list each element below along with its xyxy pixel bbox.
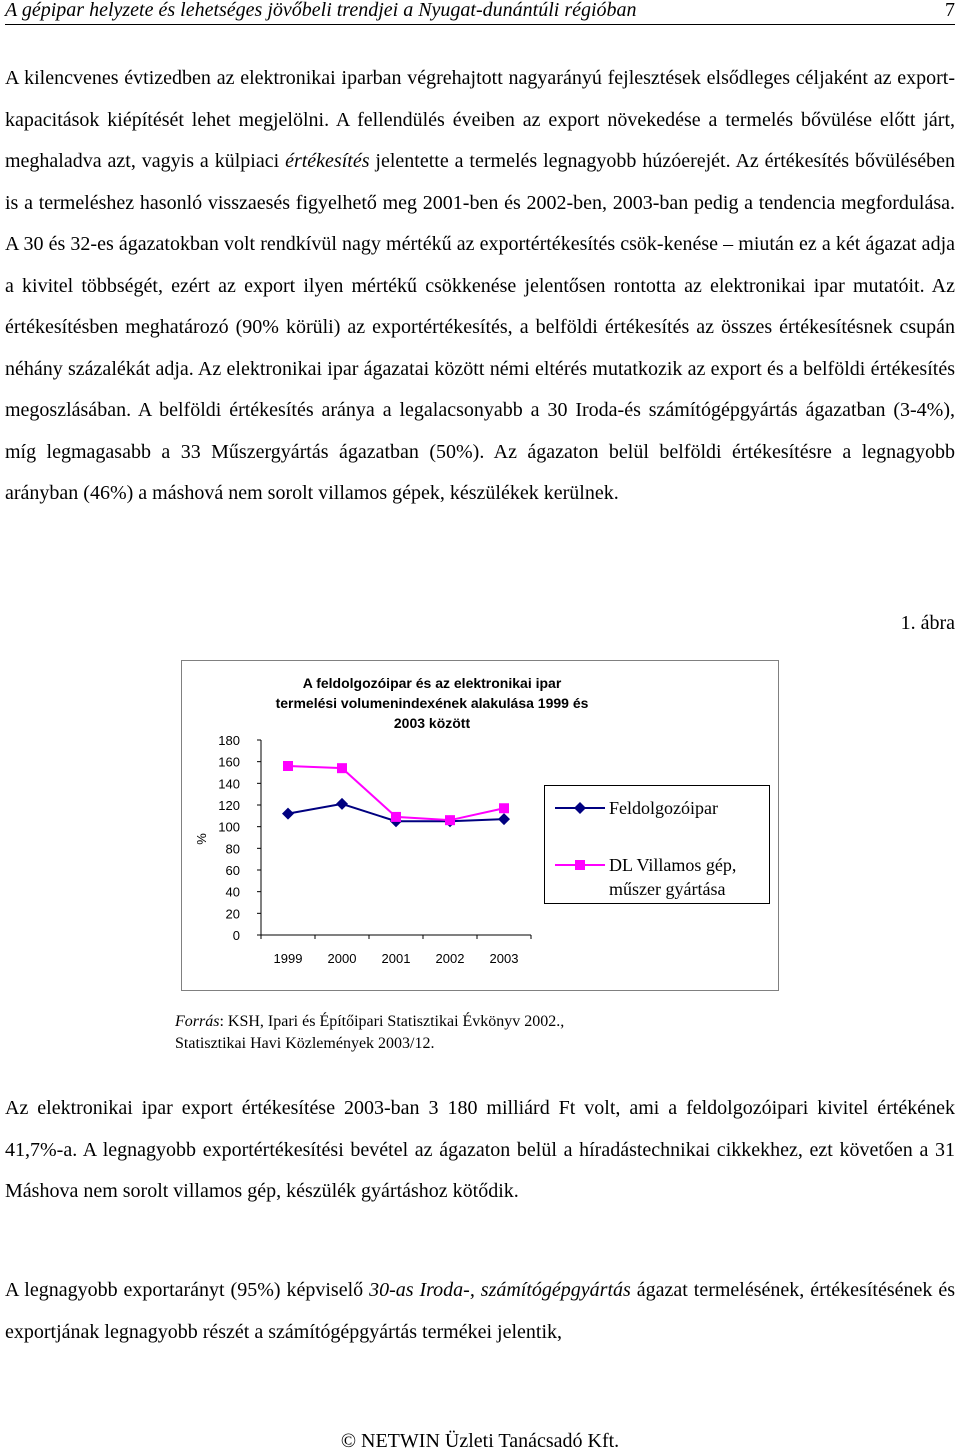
y-tick-label: 80: [225, 841, 240, 857]
y-tick-label: 140: [218, 776, 240, 792]
paragraph-1-text-a: A kilencvenes évtizedben az elektronikai iparban végrehajtott nagyarányú fejlesztések elsődleges céljaként az export-kapacitások kiépítését lehet megjelölni. A fellendülés éveiben az export növekedése a termelés bővülése előtt járt, meghaladva azt, vagyis a külpiaci: [5, 67, 955, 172]
paragraph-1-text-b: jelentette a termelés legnagyobb húzóerejét. Az értékesítés bővülésében is a termeléshez hasonló visszaesés figyelhető meg 2001-ben és 2002-ben, 2003-ban pedig a tendencia megfordulása. A 30 és 32-es ágazatokban volt rendkívül nagy mértékű az exportértékesítés csök-kenése – miután ez a két ágazat adja a kivitel többségét, ezért az export ilyen mértékű csökkenése jelentősen rontotta az elektronikai ipar mutatóit. Az értékesítésben meghatározó (90% körüli) az exportértékesítés, a belföldi értékesítés az összes értékesítésnek csupán néhány százalékát adja. Az elektronikai ipar ágazatai között némi eltérés mutatkozik az export és a belföldi értékesítés megoszlásában. A belföldi értékesítés aránya a legalacsonyabb a 30 Iroda-és számítógépgyártás ágazatban (3-4%), míg legmagasabb a 33 Műszergyártás ágazatban (50%). Az ágazaton belül belföldi értékesítésre a legnagyobb arányban (46%) a máshová nem sorolt villamos gépek, készülékek kerülnek.: [5, 150, 955, 504]
paragraph-1: [5, 58, 955, 515]
data-point-series-1: [336, 798, 348, 810]
y-tick-label: 60: [225, 863, 240, 878]
paragraph-3: [5, 1270, 955, 1353]
data-point-series-1: [282, 808, 294, 820]
source-line-1: [175, 1011, 564, 1033]
legend-marker-diamond-icon: [555, 798, 605, 818]
data-point-series-2: [499, 803, 509, 813]
data-point-series-1: [498, 813, 510, 825]
y-tick-label: 40: [225, 884, 240, 900]
figure-label: 1. ábra: [900, 612, 955, 634]
y-axis-title: %: [194, 833, 209, 845]
legend-marker-square-icon: [555, 855, 605, 875]
source-line-2: Statisztikai Havi Közlemények 2003/12.: [175, 1035, 435, 1052]
data-point-series-2: [337, 763, 347, 773]
chart-figure: [181, 660, 779, 991]
source-note: [175, 1011, 564, 1055]
x-tick-label: 2000: [327, 951, 357, 966]
source-label: Forrás: [175, 1013, 220, 1030]
data-point-series-2: [445, 815, 455, 825]
paragraph-2: Az elektronikai ipar export értékesítése 2003-ban 3 180 milliárd Ft volt, ami a feldolgozóipari kivitel értékének 41,7%-a. A legnagyobb exportértékesítési bevétel az ágazaton belül a híradástechnikai cikkekhez, ezt követően a 31 Máshova nem sorolt villamos gép, készülék gyártáshoz kötődik.: [5, 1097, 955, 1202]
paragraph-3-text-a: A legnagyobb exportarányt (95%) képviselő: [5, 1279, 370, 1301]
data-point-series-2: [391, 812, 401, 822]
header-title: A gépipar helyzete és lehetséges jövőbeli trendjei a Nyugat-dunántúli régióban: [5, 0, 637, 21]
paragraph-3-italic: 30-as Iroda-, számítógépgyártás: [369, 1279, 631, 1301]
chart-title: A feldolgozóipar és az elektronikai ipar termelési volumenindexének alakulása 1999 és 2003 között: [275, 675, 589, 731]
paragraph-3-text-b: ágazat termelésének, értékesítésének és exportjának legnagyobb részét a számítógépgyártás termékei jelentik,: [5, 1279, 955, 1343]
x-tick-label: 2003: [489, 951, 519, 966]
x-tick-label: 2001: [381, 951, 411, 966]
y-tick-label: 100: [218, 819, 240, 835]
source-text-1: : KSH, Ipari és Építőipari Statisztikai Évkönyv 2002.,: [219, 1013, 565, 1030]
paragraph-1-italic: értékesítés: [285, 150, 370, 172]
legend-label-feldolgozoipar: Feldolgozóipar: [609, 798, 718, 818]
y-tick-label: 120: [218, 798, 240, 813]
running-header: [5, 0, 955, 25]
page-footer: © NETWIN Üzleti Tanácsadó Kft.: [340, 1430, 620, 1452]
y-tick-label: 20: [225, 906, 240, 922]
data-point-series-2: [283, 761, 293, 771]
chart-legend: [544, 785, 770, 904]
x-tick-label: 2002: [435, 951, 465, 966]
x-tick-label: 1999: [273, 951, 303, 966]
legend-label-villamos: DL Villamos gép, műszer gyártása: [609, 855, 737, 899]
y-tick-label: 160: [218, 754, 240, 770]
y-tick-label: 0: [232, 928, 240, 943]
page-number: 7: [945, 0, 955, 21]
y-tick-label: 180: [218, 733, 240, 748]
